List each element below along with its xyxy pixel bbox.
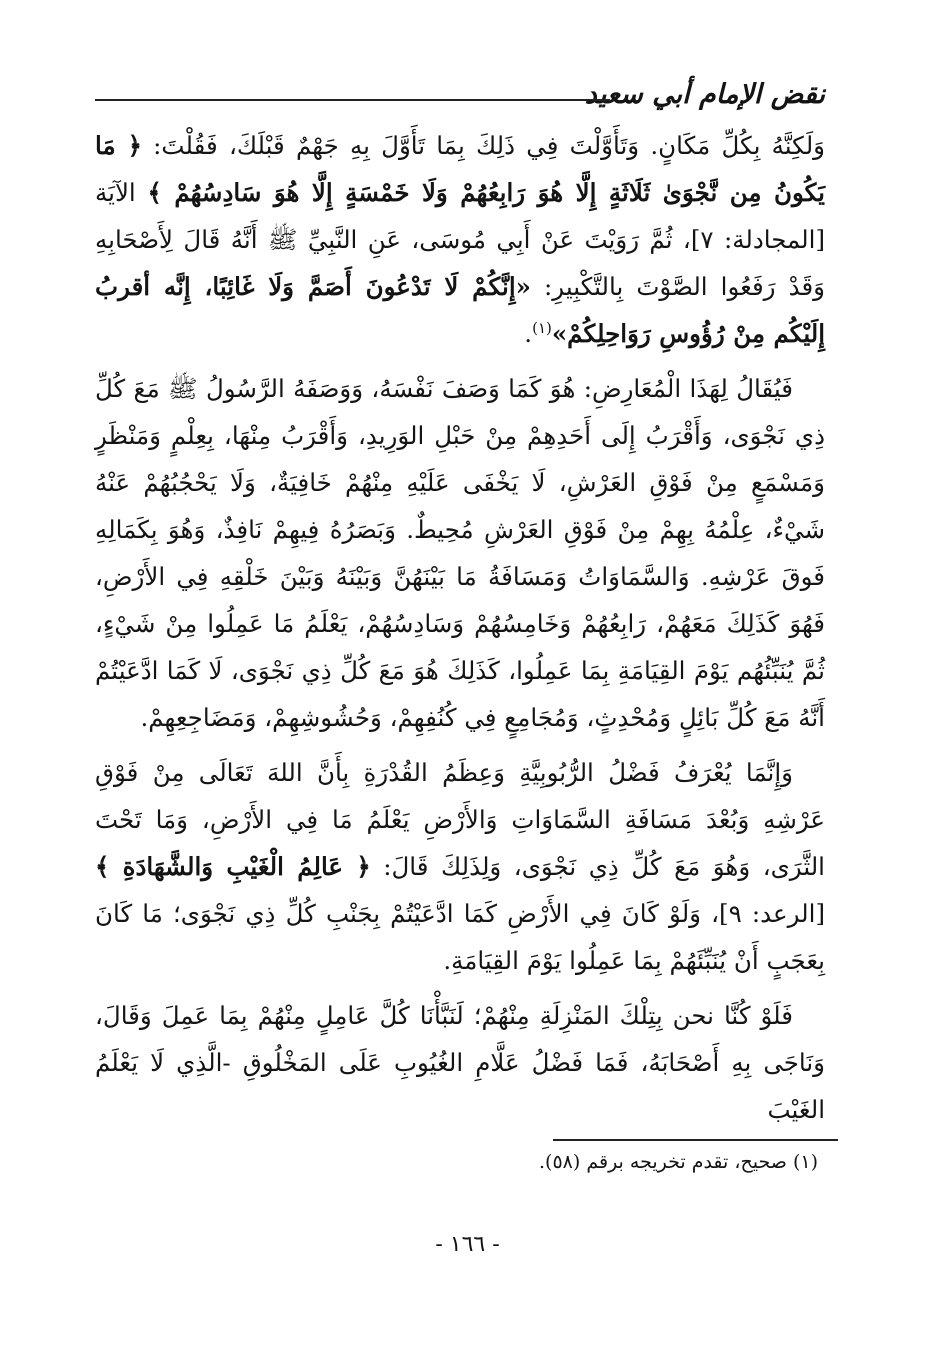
main-text (95, 122, 825, 1133)
footnote-reference: (١) (532, 318, 552, 337)
header-rule (95, 99, 610, 101)
quran-verse: ﴿ عَالِمُ الْغَيْبِ وَالشَّهَادَةِ ﴾ (95, 852, 371, 881)
text-run: الآيَة [المجادلة: ٧]، ثُمَّ رَوَيْتَ عَنْ أَبِي مُوسَى، عَنِ النَّبِيِّ ﷺ أَنَّهُ قَالَ لِأَصْحَابِهِ وَقَدْ رَفَعُوا الصَّوْتَ بِالتَّكْبِيرِ: (95, 178, 826, 301)
hadith-quote: «إِنَّكُمْ لَا تَدْعُونَ أَصَمَّ وَلَا غَائِبًا، إِنَّه أقربُ إِلَيْكُم مِنْ رُؤُوسِ رَوَاحِلِكُمْ» (95, 272, 825, 348)
footnote: (١) صحيح، تقدم تخريجه برقم (٥٨). (539, 1151, 818, 1173)
text-run: وَإِنَّمَا يُعْرَفُ فَضْلُ الرُّبُوبِيَّةِ وَعِظَمُ القُدْرَةِ بِأَنَّ اللهَ تَعَالَى مِنْ فَوْقِ عَرْشِهِ وَبُعْدَ مَسَافَةِ السَّمَاوَاتِ وَالأَرْضِ يَعْلَمُ مَا فِي الأَرْضِ، وَمَا تَحْتَ الثَّرَى، وَهُوَ مَعَ كُلِّ ذِي نَجْوَى، وَلِذَلِكَ قَالَ: (95, 758, 825, 881)
text-run: . (524, 319, 533, 348)
quran-verse: ﴿ مَا يَكُونُ مِن نَّجْوَىٰ ثَلَاثَةٍ إِلَّا هُوَ رَابِعُهُمْ وَلَا خَمْسَةٍ إِلَّا هُوَ سَادِسُهُمْ ﴾ (95, 131, 825, 207)
text-run: [الرعد: ٩]، وَلَوْ كَانَ فِي الأَرْضِ كَمَا ادَّعَيْتُمْ بِجَنْبِ كُلِّ ذِي نَجْوَى؛ مَا كَانَ بِعَجَبٍ أَنْ يُنَبِّئَهُمْ بِمَا عَمِلُوا يَوْمَ القِيَامَةِ. (95, 899, 825, 975)
text-run: وَلَكِنَّهُ بِكُلِّ مَكَانٍ. وَتَأَوَّلْتَ فِي ذَلِكَ بِمَا تَأَوَّلَ بِهِ جَهْمٌ قَبْلَكَ، فَقُلْتَ: (141, 131, 825, 160)
paragraph-1 (95, 122, 825, 357)
text-run: فَلَوْ كُنَّا نحن بِتِلْكَ المَنْزِلَةِ مِنْهُمْ؛ لَنَبَّأْنَا كُلَّ عَامِلٍ مِنْهُمْ بِمَا عَمِلَ وَقَالَ، وَنَاجَى بِهِ أَصْحَابَهُ، فَمَا فَضْلُ عَلَّامِ الغُيُوبِ عَلَى المَخْلُوقِ -الَّذِي لَا يَعْلَمُ الغَيْبَ (95, 1001, 825, 1124)
paragraph-4 (95, 992, 825, 1133)
text-run: فَيُقَالُ لِهَذَا الْمُعَارِضِ: هُوَ كَمَا وَصَفَ نَفْسَهُ، وَوَصَفَهُ الرَّسُولُ ﷺ مَعَ كُلِّ ذِي نَجْوَى، وَأَقْرَبُ إِلَى أَحَدِهِمْ مِنْ حَبْلِ الوَرِيدِ، وَأَقْرَبُ مِنْهَا، بِعِلْمٍ وَمَنْظَرٍ وَمَسْمَعٍ مِنْ فَوْقِ العَرْشِ، لَا يَخْفَى عَلَيْهِ مِنْهُمْ خَافِيَةٌ، وَلَا يَحْجُبُهُمْ عَنْهُ شَيْءٌ، عِلْمُهُ بِهِمْ مِنْ فَوْقِ العَرْشِ مُحِيطٌ. وَبَصَرُهُ فِيهِمْ نَافِذٌ، وَهُوَ بِكَمَالِهِ فَوقَ عَرْشِهِ. وَالسَّمَاوَاتُ وَمَسَافَةُ مَا بَيْنَهُنَّ وَبَيْنَهُ وَبَيْنَ خَلْقِهِ فِي الأَرْضِ، فَهُوَ كَذَلِكَ مَعَهُمْ، رَابِعُهُمْ وَخَامِسُهُمْ وَسَادِسُهُمْ، يَعْلَمُ مَا عَمِلُوا مِنْ شَيْءٍ، ثُمَّ يُنَبِّئُهُم يَوْمَ القِيَامَةِ بِمَا عَمِلُوا، كَذَلِكَ هُوَ مَعَ كُلِّ ذِي نَجْوَى، لَا كَمَا ادَّعَيْتُمْ أَنَّهُ مَعَ كُلِّ بَائِلٍ وَمُحْدِثٍ، وَمُجَامِعٍ فِي كُنُفِهِمْ، وَحُشُوشِهِمْ، وَمَضَاجِعِهِمْ. (95, 374, 825, 732)
header-title: نقض الإمام أبي سعيد (584, 79, 825, 110)
page-number: - ١٦٦ - (435, 1232, 500, 1257)
paragraph-2 (95, 365, 825, 741)
paragraph-3 (95, 749, 825, 984)
footnote-rule (553, 1139, 838, 1141)
running-header (95, 75, 825, 115)
